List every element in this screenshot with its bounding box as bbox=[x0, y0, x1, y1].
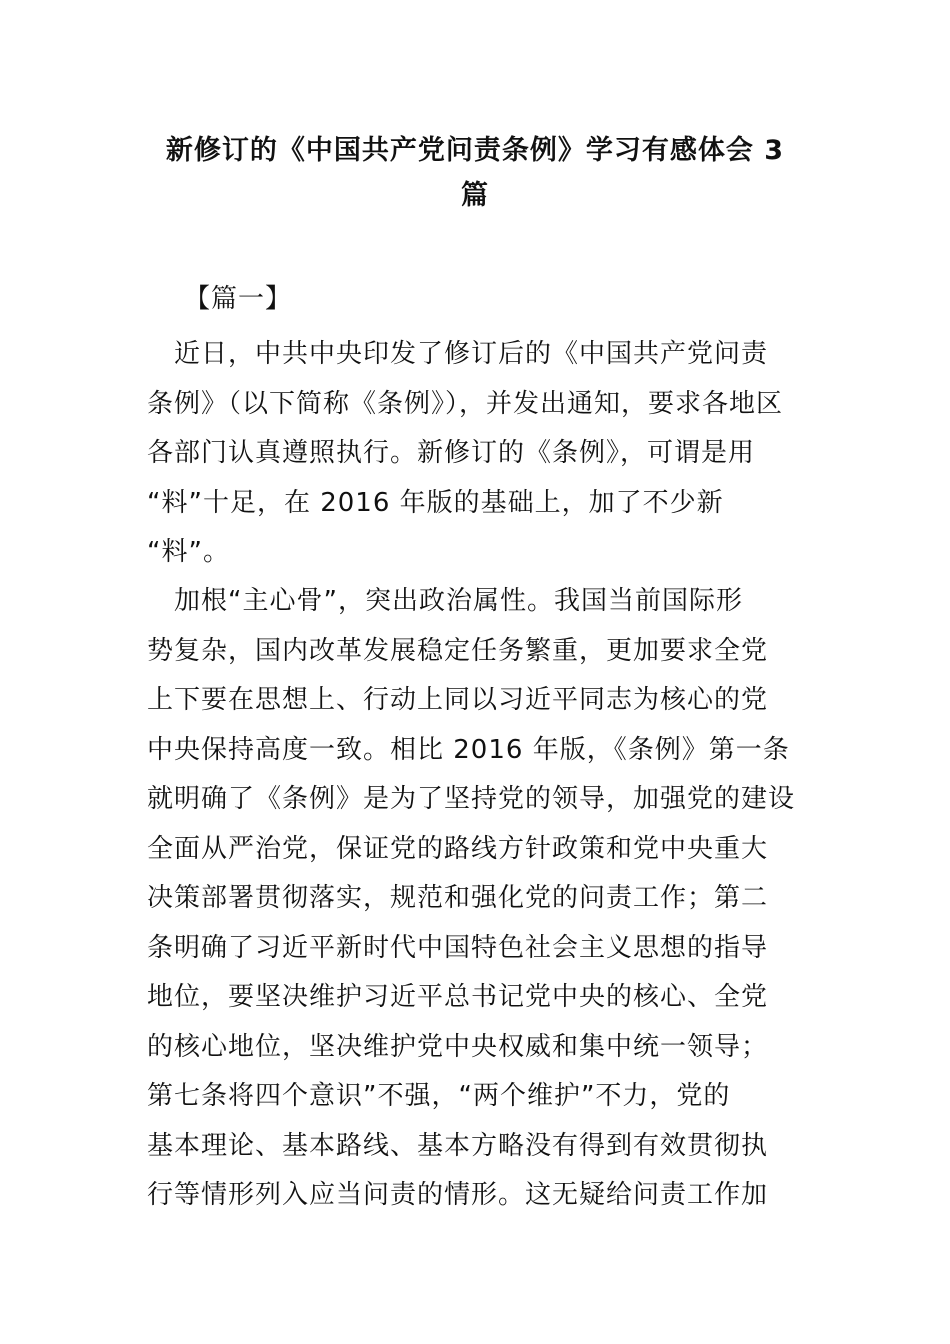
paragraph-line: “料”十足，在 2016 年版的基础上，加了不少新 bbox=[147, 487, 724, 518]
paragraph-1 bbox=[147, 330, 827, 578]
paragraph-line: 全面从严治党，保证党的路线方针政策和党中央重大 bbox=[147, 833, 769, 864]
title-line-2: 篇 bbox=[461, 180, 489, 211]
paragraph-line: 上下要在思想上、行动上同以习近平同志为核心的党 bbox=[147, 685, 769, 715]
title-line-1: 新修订的《中国共产党问责条例》学习有感体会 3 bbox=[165, 135, 785, 166]
paragraph-line: 第七条将四个意识”不强，“两个维护”不力，党的 bbox=[147, 1081, 731, 1111]
paragraph-line: 决策部署贯彻落实，规范和强化党的问责工作；第二 bbox=[147, 883, 769, 913]
paragraph-2 bbox=[147, 577, 827, 1221]
paragraph-line: 条明确了习近平新时代中国特色社会主义思想的指导 bbox=[147, 932, 769, 963]
paragraph-line: 势复杂，国内改革发展稳定任务繁重，更加要求全党 bbox=[147, 635, 769, 666]
paragraph-line: 基本理论、基本路线、基本方略没有得到有效贯彻执 bbox=[147, 1130, 769, 1161]
paragraph-line: 条例》（以下简称《条例》），并发出通知，要求各地区 bbox=[147, 388, 784, 419]
paragraph-line: 各部门认真遵照执行。新修订的《条例》，可谓是用 bbox=[147, 438, 756, 468]
paragraph-line: 近日，中共中央印发了修订后的《中国共产党问责 bbox=[147, 339, 769, 369]
section-heading: 【篇一】 bbox=[184, 284, 293, 314]
paragraph-line: “料”。 bbox=[147, 537, 230, 567]
paragraph-line: 地位，要坚决维护习近平总书记党中央的核心、全党 bbox=[147, 982, 769, 1012]
paragraph-line: 的核心地位，坚决维护党中央权威和集中统一领导； bbox=[147, 1031, 769, 1062]
paragraph-line: 加根“主心骨”，突出政治属性。我国当前国际形 bbox=[147, 586, 743, 616]
document-title bbox=[120, 128, 830, 218]
paragraph-line: 就明确了《条例》是为了坚持党的领导，加强党的建设 bbox=[147, 784, 796, 814]
paragraph-line: 中央保持高度一致。相比 2016 年版，《条例》第一条 bbox=[147, 734, 790, 765]
paragraph-line: 行等情形列入应当问责的情形。这无疑给问责工作加 bbox=[147, 1180, 769, 1210]
